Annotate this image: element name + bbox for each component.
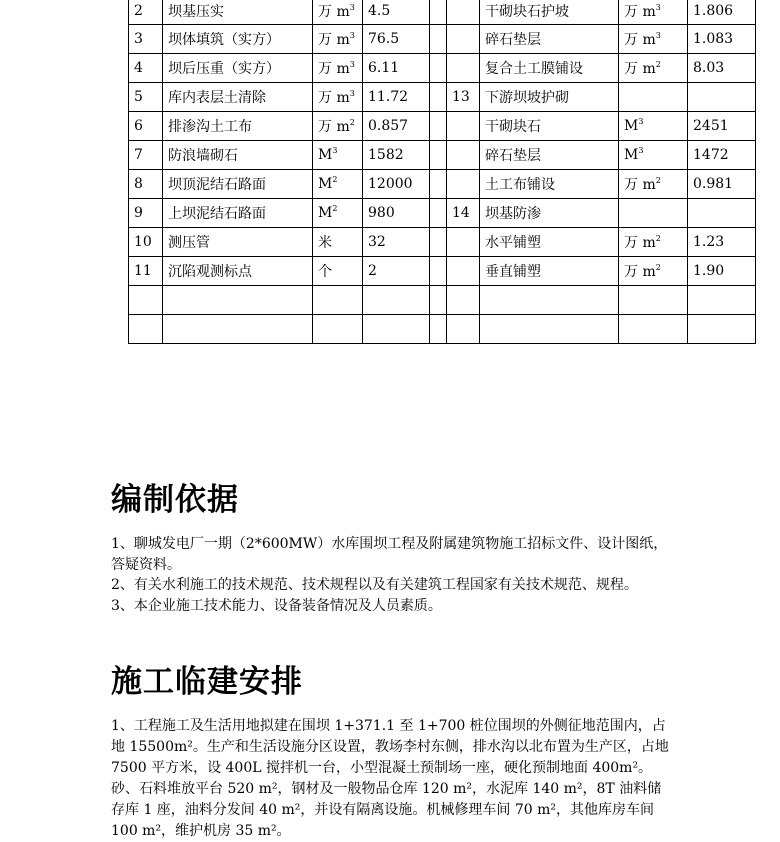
item-number-cell-2: 14 <box>447 199 480 228</box>
item-name-cell-2: 复合土工膜铺设 <box>480 54 619 83</box>
table-row <box>129 54 756 83</box>
item-name-cell: 防浪墙砌石 <box>163 141 313 170</box>
item-number-cell: 11 <box>129 257 163 286</box>
item-name-cell-2: 坝基防渗 <box>480 199 619 228</box>
item-number-cell-2 <box>447 0 480 25</box>
item-number-cell: 2 <box>129 0 163 25</box>
item-unit-cell-2 <box>619 54 688 83</box>
item-quantity-cell-2: 8.03 <box>688 54 756 83</box>
unit-exponent: 2 <box>655 60 661 69</box>
item-quantity-cell-2: 1.083 <box>688 25 756 54</box>
unit-exponent: 2 <box>332 175 338 184</box>
item-unit-cell-2 <box>619 170 688 199</box>
table-row <box>129 83 756 112</box>
item-quantity-cell: 32 <box>363 228 430 257</box>
basis-item-1: 1、聊城发电厂一期（2*600MW）水库围坝工程及附属建筑物施工招标文件、设计图纸，答疑资料。 <box>111 536 668 573</box>
spacer-cell <box>430 25 447 54</box>
item-number-cell: 7 <box>129 141 163 170</box>
item-unit-cell <box>313 83 363 112</box>
item-number-cell-2 <box>447 257 480 286</box>
item-unit-cell <box>313 112 363 141</box>
unit-exponent: 3 <box>638 117 644 126</box>
unit-exponent: 3 <box>349 2 355 12</box>
table-row <box>129 199 756 228</box>
temporary-works-item-1: 1、工程施工及生活用地拟建在围坝 1+371.1 至 1+700 桩位围坝的外侧征地范围内，占地 15500m²。生产和生活设施分区设置，教场李村东侧，排水沟以北布置为生产区，占地 7500 平方米，设 400L 搅拌机一台，小型混凝土预制场一座，硬化预制地面 400m²。砂、石料堆放平台 520 m²，钢材及一般物品仓库 120 m²，水泥库 140 m²，8T 油料储存库 1 座，油料分发间 40 m²，并设有隔离设施。机械修理车间 70 m²，其他库房车间 100 m²，维护机房 35 m²。 <box>111 718 669 839</box>
unit-text: 万 m <box>318 61 350 77</box>
table-row <box>129 228 756 257</box>
unit-exponent: 3 <box>332 146 338 155</box>
unit-text: 万 m <box>624 177 656 193</box>
table-row <box>129 286 756 315</box>
item-number-cell-2 <box>447 25 480 54</box>
spacer-cell <box>430 112 447 141</box>
unit-exponent: 2 <box>332 204 338 213</box>
item-name-cell-2: 干砌块石 <box>480 112 619 141</box>
item-quantity-cell-2: 2451 <box>688 112 756 141</box>
item-unit-cell <box>313 25 363 54</box>
unit-exponent: 2 <box>349 118 355 127</box>
unit-text: M <box>318 147 333 163</box>
unit-exponent: 3 <box>349 31 355 40</box>
basis-item-2: 2、有关水利施工的技术规范、技术规程以及有关建筑工程国家有关技术规范、规程。 <box>111 577 638 593</box>
item-unit-cell-2 <box>619 0 688 25</box>
item-number-cell-2: 13 <box>447 83 480 112</box>
item-quantity-cell-2 <box>688 83 756 112</box>
spacer-cell <box>430 170 447 199</box>
unit-exponent: 3 <box>655 2 661 12</box>
item-name-cell-2: 下游坝坡护砌 <box>480 83 619 112</box>
spacer-cell <box>430 286 447 315</box>
unit-text: 米 <box>318 235 332 251</box>
item-number-cell-2 <box>447 54 480 83</box>
item-quantity-cell: 76.5 <box>363 25 430 54</box>
item-number-cell: 10 <box>129 228 163 257</box>
item-name-cell-2: 土工布铺设 <box>480 170 619 199</box>
item-name-cell <box>163 286 313 315</box>
item-quantity-cell-2 <box>688 199 756 228</box>
item-unit-cell <box>313 54 363 83</box>
table-row <box>129 0 756 25</box>
item-number-cell-2 <box>447 315 480 344</box>
quantity-table <box>128 0 756 344</box>
unit-text: 万 m <box>318 3 350 20</box>
item-unit-cell <box>313 228 363 257</box>
item-name-cell-2: 碎石垫层 <box>480 141 619 170</box>
table-row <box>129 25 756 54</box>
item-unit-cell <box>313 0 363 25</box>
item-quantity-cell-2: 0.981 <box>688 170 756 199</box>
item-quantity-cell-2: 1.806 <box>688 0 756 25</box>
item-unit-cell <box>313 315 363 344</box>
item-number-cell-2 <box>447 141 480 170</box>
item-number-cell-2 <box>447 112 480 141</box>
item-number-cell <box>129 286 163 315</box>
item-name-cell-2: 干砌块石护坡 <box>480 0 619 25</box>
item-unit-cell <box>313 286 363 315</box>
item-name-cell-2: 水平铺塑 <box>480 228 619 257</box>
item-quantity-cell: 4.5 <box>363 0 430 25</box>
item-name-cell: 测压管 <box>163 228 313 257</box>
unit-text: 个 <box>318 264 332 280</box>
item-quantity-cell-2: 1472 <box>688 141 756 170</box>
item-unit-cell <box>313 170 363 199</box>
spacer-cell <box>430 0 447 25</box>
item-number-cell-2 <box>447 228 480 257</box>
table-row <box>129 315 756 344</box>
unit-exponent: 2 <box>655 263 661 272</box>
item-quantity-cell: 0.857 <box>363 112 430 141</box>
item-number-cell: 3 <box>129 25 163 54</box>
item-name-cell: 排渗沟土工布 <box>163 112 313 141</box>
item-unit-cell-2 <box>619 286 688 315</box>
item-unit-cell-2 <box>619 112 688 141</box>
item-quantity-cell <box>363 315 430 344</box>
unit-exponent: 3 <box>349 60 355 69</box>
basis-item-3: 3、本企业施工技术能力、设备装备情况及人员素质。 <box>111 598 442 614</box>
unit-text: M <box>624 118 639 134</box>
unit-exponent: 3 <box>349 89 355 98</box>
item-name-cell: 坝后压重（实方） <box>163 54 313 83</box>
unit-exponent: 2 <box>655 234 661 243</box>
item-name-cell: 上坝泥结石路面 <box>163 199 313 228</box>
unit-text: 万 m <box>624 61 656 77</box>
table-row <box>129 170 756 199</box>
unit-text: M <box>318 205 333 221</box>
item-name-cell <box>163 315 313 344</box>
item-unit-cell-2 <box>619 141 688 170</box>
table-row <box>129 112 756 141</box>
unit-exponent: 3 <box>655 31 661 40</box>
unit-text: M <box>624 147 639 163</box>
item-number-cell: 5 <box>129 83 163 112</box>
item-name-cell: 库内表层土清除 <box>163 83 313 112</box>
item-number-cell: 8 <box>129 170 163 199</box>
unit-exponent: 3 <box>638 146 644 155</box>
item-unit-cell-2 <box>619 199 688 228</box>
item-name-cell: 坝体填筑（实方） <box>163 25 313 54</box>
unit-text: 万 m <box>318 90 350 106</box>
item-quantity-cell <box>363 286 430 315</box>
item-unit-cell-2 <box>619 83 688 112</box>
item-unit-cell-2 <box>619 228 688 257</box>
item-name-cell-2: 碎石垫层 <box>480 25 619 54</box>
item-number-cell-2 <box>447 170 480 199</box>
item-number-cell: 6 <box>129 112 163 141</box>
spacer-cell <box>430 315 447 344</box>
table-row <box>129 141 756 170</box>
item-unit-cell-2 <box>619 315 688 344</box>
spacer-cell <box>430 228 447 257</box>
section-title-temporary-works: 施工临建安排 <box>111 664 303 700</box>
item-quantity-cell: 1582 <box>363 141 430 170</box>
item-quantity-cell-2 <box>688 286 756 315</box>
spacer-cell <box>430 141 447 170</box>
spacer-cell <box>430 257 447 286</box>
unit-text: 万 m <box>624 264 656 280</box>
item-number-cell <box>129 315 163 344</box>
item-quantity-cell: 980 <box>363 199 430 228</box>
item-number-cell: 9 <box>129 199 163 228</box>
item-unit-cell-2 <box>619 257 688 286</box>
unit-text: 万 m <box>318 32 350 48</box>
item-quantity-cell-2 <box>688 315 756 344</box>
item-name-cell-2 <box>480 286 619 315</box>
unit-text: 万 m <box>318 119 350 135</box>
item-name-cell: 沉陷观测标点 <box>163 257 313 286</box>
item-number-cell-2 <box>447 286 480 315</box>
item-unit-cell <box>313 141 363 170</box>
unit-exponent: 2 <box>655 176 661 185</box>
item-quantity-cell: 12000 <box>363 170 430 199</box>
table-row <box>129 257 756 286</box>
spacer-cell <box>430 83 447 112</box>
unit-text: M <box>318 176 333 192</box>
item-quantity-cell-2: 1.23 <box>688 228 756 257</box>
item-quantity-cell: 2 <box>363 257 430 286</box>
item-number-cell: 4 <box>129 54 163 83</box>
spacer-cell <box>430 54 447 83</box>
section-title-basis: 编制依据 <box>111 482 239 518</box>
item-name-cell: 坝顶泥结石路面 <box>163 170 313 199</box>
item-unit-cell <box>313 199 363 228</box>
unit-text: 万 m <box>624 32 656 48</box>
unit-text: 万 m <box>624 3 656 20</box>
item-quantity-cell: 6.11 <box>363 54 430 83</box>
spacer-cell <box>430 199 447 228</box>
item-unit-cell <box>313 257 363 286</box>
item-unit-cell-2 <box>619 25 688 54</box>
item-name-cell-2: 垂直铺塑 <box>480 257 619 286</box>
unit-text: 万 m <box>624 235 656 251</box>
item-quantity-cell-2: 1.90 <box>688 257 756 286</box>
item-name-cell-2 <box>480 315 619 344</box>
item-name-cell: 坝基压实 <box>163 0 313 25</box>
item-quantity-cell: 11.72 <box>363 83 430 112</box>
